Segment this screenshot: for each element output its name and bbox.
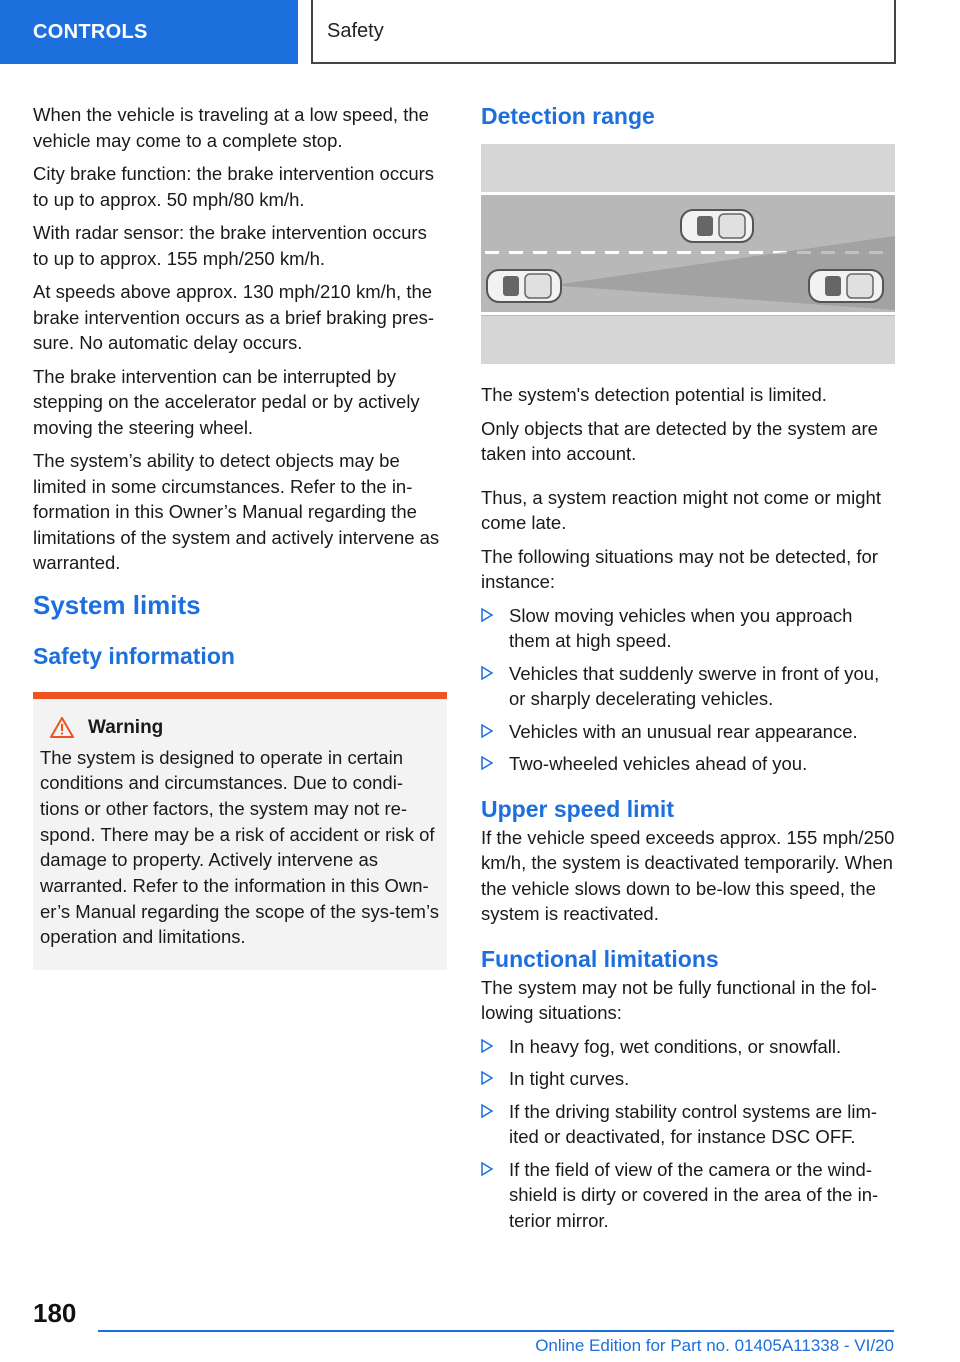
own-vehicle [487,270,561,302]
triangle-bullet-icon [481,724,493,738]
paragraph: City brake function: the brake intervention occurs to up to approx. 50 mph/80 km/h. [33,163,435,210]
paragraph: The brake intervention can be interrupted by stepping on the accelerator pedal or by actively moving the steering wheel. [33,365,420,438]
paragraph: Only objects that are detected by the system are taken into account. [481,417,878,464]
triangle-bullet-icon [481,608,493,622]
paragraph: With radar sensor: the brake intervention occurs to up to approx. 155 mph/250 km/h. [33,222,427,269]
triangle-bullet-icon [481,666,493,680]
functional-limitations-heading: Functional limitations [481,945,719,972]
list-item: In heavy fog, wet conditions, or snowfall. [481,1034,895,1060]
functional-limits-list [481,1034,895,1234]
detection-range-heading: Detection range [481,103,655,129]
vehicle-ahead-left-lane [681,210,753,242]
section-title: Safety [311,0,896,64]
detection-limits-list [481,603,895,777]
warning-triangle-icon [50,717,74,738]
warning-title: Warning [88,716,164,738]
list-item: If the field of view of the camera or the wind‐shield is dirty or covered in the area of the in‐terior mirror. [481,1157,895,1234]
right-column [481,102,895,1245]
page-number: 180 [33,1298,77,1328]
footer-divider [98,1330,894,1332]
triangle-bullet-icon [481,1162,493,1176]
list-item: Vehicles with an unusual rear appearance. [481,719,895,745]
list-item: If the driving stability control systems are lim‐ited or deactivated, for instance DSC OFF. [481,1099,895,1150]
paragraph: Thus, a system reaction might not come or might come late. [481,486,881,533]
list-item: Two-wheeled vehicles ahead of you. [481,751,895,777]
list-item: Vehicles that suddenly swerve in front of you, or sharply decelerating vehicles. [481,661,895,712]
paragraph: The following situations may not be detected, for instance: [481,545,878,592]
edition-footer: Online Edition for Part no. 01405A11338 - VI/20 [535,1336,894,1355]
warning-text: The system is designed to operate in certain conditions and circumstances. Due to condi‐tions or other factors, the system may not re‐spond. There may be a risk of accident or risk of damage to property. Actively intervene as warranted. Refer to the information in this Own‐er’s Manual regarding the scope of the sys‐tem’s operation and limitations. [40,746,439,948]
list-item: Slow moving vehicles when you approach them at high speed. [481,603,895,654]
system-limits-heading: System limits [33,589,201,620]
list-item: In tight curves. [481,1066,895,1092]
warning-box [33,692,447,971]
triangle-bullet-icon [481,1104,493,1118]
paragraph: The system’s ability to detect objects may be limited in some circumstances. Refer to the in‐formation in this Owner’s Manual regarding the limitations of the system and actively intervene as warranted. [33,450,440,573]
detection-range-illustration [481,144,895,364]
paragraph: If the vehicle speed exceeds approx. 155 mph/250 km/h, the system is deactivated temporarily. When the vehicle slows down to be‐low this speed, the system is reactivated. [481,826,895,924]
warning-header [40,717,440,739]
triangle-bullet-icon [481,1071,493,1085]
paragraph: The system may not be fully functional in the fol‐lowing situations: [481,976,877,1023]
paragraph: When the vehicle is traveling at a low speed, the vehicle may come to a complete stop. [33,104,429,151]
triangle-bullet-icon [481,1039,493,1053]
safety-information-heading: Safety information [33,642,235,669]
paragraph: The system's detection potential is limited. [481,384,827,405]
upper-speed-limit-heading: Upper speed limit [481,795,674,822]
triangle-bullet-icon [481,756,493,770]
paragraph: At speeds above approx. 130 mph/210 km/h, the brake intervention occurs as a brief braking pres‐sure. No automatic delay occurs. [33,281,435,353]
vehicle-ahead-same-lane [809,270,883,302]
left-column [33,102,447,970]
chapter-tab[interactable]: CONTROLS [0,0,298,64]
